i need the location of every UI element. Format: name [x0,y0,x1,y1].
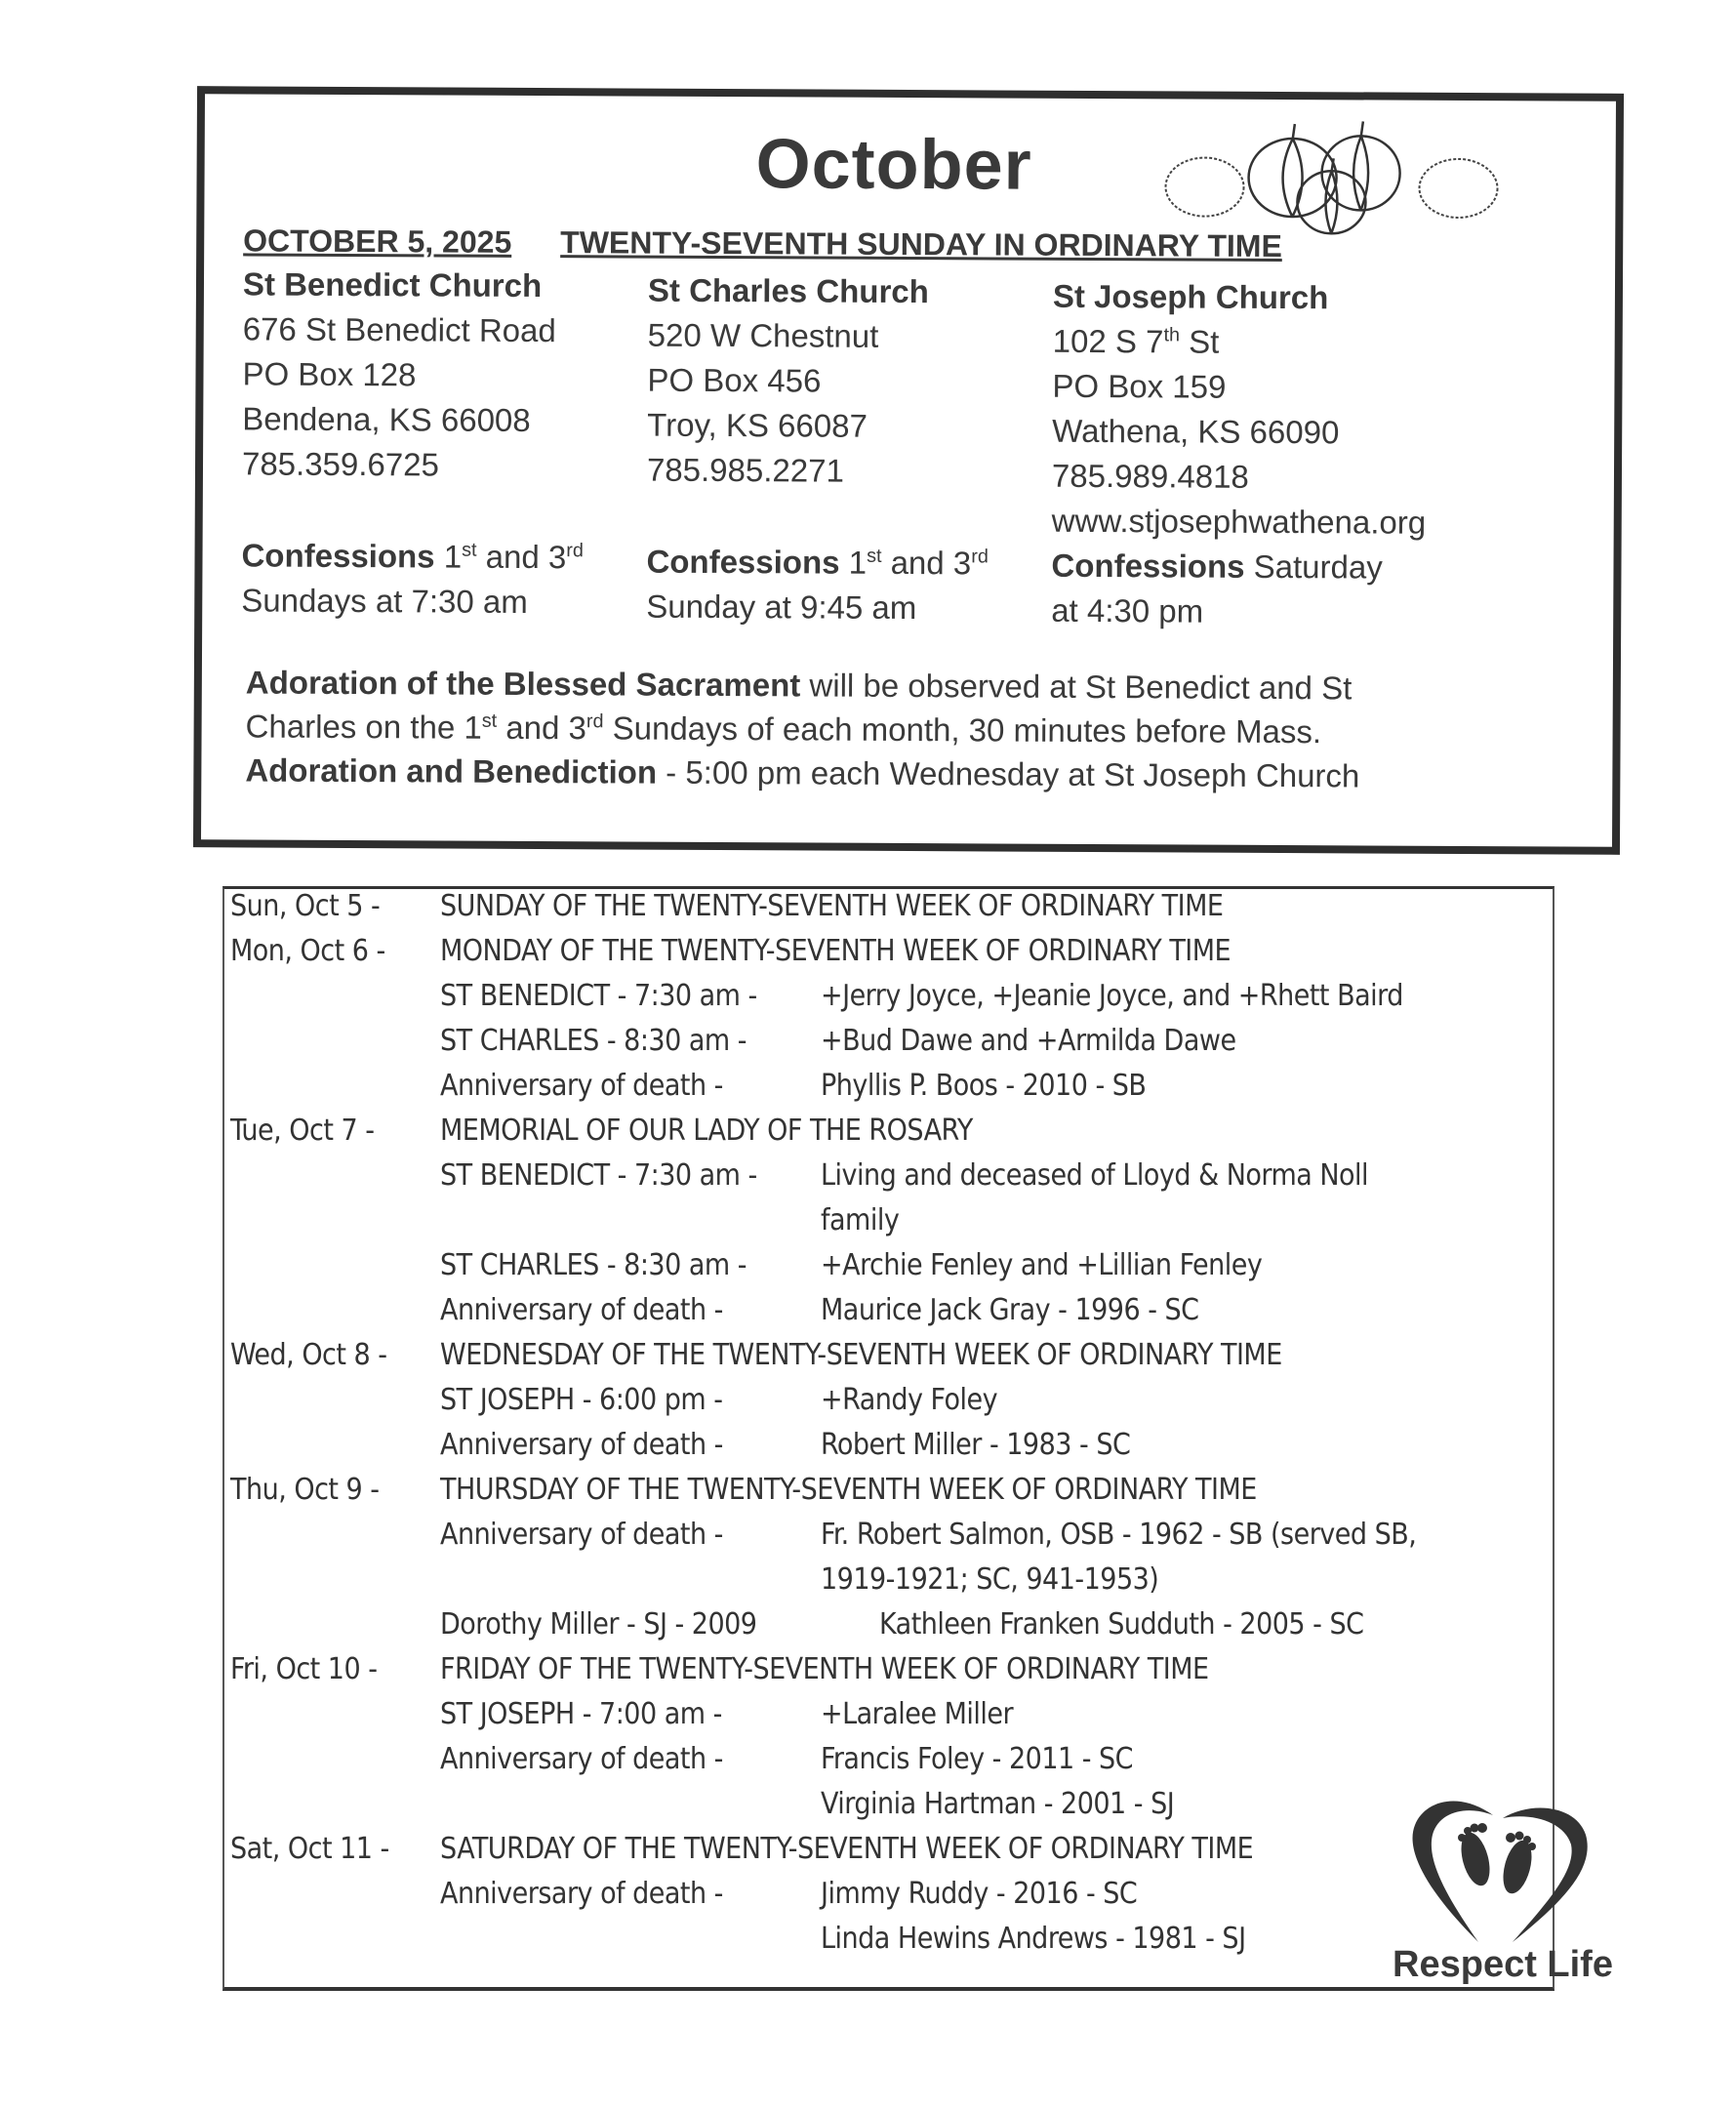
schedule-extra: Kathleen Franken Sudduth - 2005 - SC [879,1607,1364,1642]
schedule-label: ST BENEDICT - 7:30 am - [440,979,757,1013]
schedule-feast: SUNDAY OF THE TWENTY-SEVENTH WEEK OF ORDINARY TIME [440,889,1224,923]
schedule-day: Fri, Oct 10 - [230,1652,378,1686]
schedule-intention: +Randy Foley [821,1383,998,1417]
schedule-day: Wed, Oct 8 - [230,1338,387,1372]
schedule-label: Anniversary of death - [440,1518,723,1552]
church-confessions-time: Sundays at 7:30 am [241,582,528,620]
church-name: St Benedict Church [242,265,543,304]
schedule-intention: Virginia Hartman - 2001 - SJ [821,1787,1175,1821]
church-address: 102 S 7th St [1052,322,1220,360]
schedule-day: Sun, Oct 5 - [230,889,381,923]
church-confessions: Confessions 1st and 3rd [646,543,989,582]
church-phone: 785.989.4818 [1051,457,1249,495]
church-name: St Charles Church [647,271,929,310]
schedule-feast: MONDAY OF THE TWENTY-SEVENTH WEEK OF ORDINARY TIME [440,934,1231,968]
schedule-label: ST CHARLES - 8:30 am - [440,1248,747,1282]
schedule-intention: +Laralee Miller [821,1697,1014,1731]
schedule-intention: family [821,1203,900,1237]
schedule-intention: Maurice Jack Gray - 1996 - SC [821,1293,1199,1327]
schedule-label: ST BENEDICT - 7:30 am - [440,1158,757,1193]
schedule-label: Anniversary of death - [440,1742,723,1776]
occasion-heading: TWENTY-SEVENTH SUNDAY IN ORDINARY TIME [560,224,1282,264]
date-heading: OCTOBER 5, 2025 [243,223,512,260]
schedule-feast: FRIDAY OF THE TWENTY-SEVENTH WEEK OF ORDINARY TIME [440,1652,1209,1686]
schedule-intention: Jimmy Ruddy - 2016 - SC [821,1877,1138,1911]
schedule-intention: Fr. Robert Salmon, OSB - 1962 - SB (served SB, [821,1518,1417,1552]
schedule-intention: 1919-1921; SC, 941-1953) [821,1562,1159,1597]
church-st-benedict [241,262,585,625]
schedule-day: Sat, Oct 11 - [230,1832,389,1866]
pumpkins-icon [1146,118,1517,237]
schedule-intention: +Bud Dawe and +Armilda Dawe [821,1024,1236,1058]
schedule-feast: WEDNESDAY OF THE TWENTY-SEVENTH WEEK OF ORDINARY TIME [440,1338,1282,1372]
schedule-day: Tue, Oct 7 - [230,1114,375,1148]
mass-schedule-box [222,886,1554,1991]
month-title: October [755,125,1032,205]
adoration-notice: Adoration of the Blessed Sacrament will be observed at St Benedict and St Charles on the 1st and 3rd Sundays of each month, 30 minutes before Mass. Adoration and Benediction - 5:00 pm each Wednesday at St Joseph Church [245,664,1360,794]
schedule-intention: Phyllis P. Boos - 2010 - SB [821,1069,1147,1103]
church-address: 520 W Chestnut [647,316,879,354]
church-city: Wathena, KS 66090 [1052,412,1340,451]
church-phone: 785.985.2271 [646,451,844,489]
church-po-box: PO Box 456 [647,361,822,399]
schedule-label: Anniversary of death - [440,1293,723,1327]
church-st-charles [646,268,989,631]
church-po-box: PO Box 159 [1052,367,1227,405]
schedule-feast: THURSDAY OF THE TWENTY-SEVENTH WEEK OF ORDINARY TIME [440,1473,1257,1507]
church-phone: 785.359.6725 [241,445,439,483]
respect-life-text: Respect Life [1393,1944,1613,1985]
schedule-intention: +Jerry Joyce, +Jeanie Joyce, and +Rhett Baird [821,979,1403,1013]
schedule-intention: +Archie Fenley and +Lillian Fenley [821,1248,1263,1282]
schedule-label: ST CHARLES - 8:30 am - [440,1024,747,1058]
church-confessions: Confessions 1st and 3rd [241,537,584,576]
schedule-label: Dorothy Miller - SJ - 2009 [440,1607,757,1642]
church-po-box: PO Box 128 [242,355,417,393]
church-website[interactable]: www.stjosephwathena.org [1051,502,1427,541]
church-st-joseph [1051,274,1427,635]
church-confessions-time: Sunday at 9:45 am [646,588,917,627]
schedule-label: Anniversary of death - [440,1877,723,1911]
schedule-intention: Francis Foley - 2011 - SC [821,1742,1134,1776]
church-address: 676 St Benedict Road [242,310,556,349]
schedule-feast: SATURDAY OF THE TWENTY-SEVENTH WEEK OF ORDINARY TIME [440,1832,1254,1866]
parish-info-box [193,86,1624,855]
schedule-label: Anniversary of death - [440,1069,723,1103]
schedule-label: Anniversary of death - [440,1428,723,1462]
schedule-label: ST JOSEPH - 6:00 pm - [440,1383,723,1417]
church-city: Troy, KS 66087 [647,406,868,444]
church-name: St Joseph Church [1052,277,1329,316]
schedule-day: Thu, Oct 9 - [230,1473,380,1507]
schedule-label: ST JOSEPH - 7:00 am - [440,1697,722,1731]
church-confessions-time: at 4:30 pm [1051,591,1204,629]
schedule-feast: MEMORIAL OF OUR LADY OF THE ROSARY [440,1114,973,1148]
church-city: Bendena, KS 66008 [242,400,531,438]
schedule-intention: Robert Miller - 1983 - SC [821,1428,1131,1462]
church-confessions: Confessions Saturday [1051,547,1383,586]
schedule-intention: Living and deceased of Lloyd & Norma Noll [821,1158,1369,1193]
schedule-day: Mon, Oct 6 - [230,934,385,968]
schedule-intention: Linda Hewins Andrews - 1981 - SJ [821,1922,1246,1956]
